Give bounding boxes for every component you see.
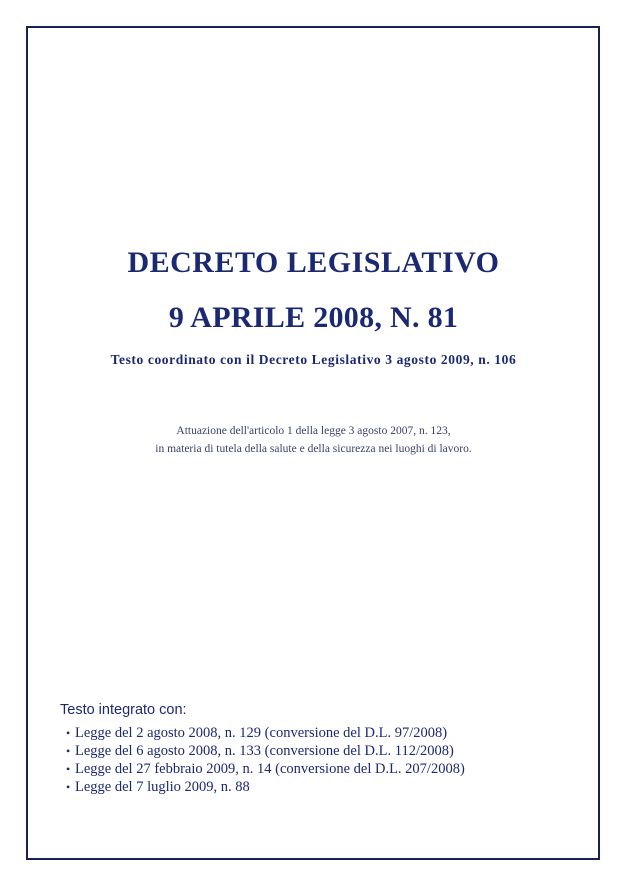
description-line-2: in materia di tutela della salute e della sicurezza nei luoghi di lavoro. [155,443,472,455]
integrated-section [60,700,465,796]
law-item-text: Legge del 6 agosto 2008, n. 133 (conversione del D.L. 112/2008) [75,743,454,759]
list-item [66,742,465,760]
bullet-icon: • [66,762,71,776]
document-date-number: 9 APRILE 2008, N. 81 [168,301,459,334]
bullet-icon: • [66,726,71,740]
document-title: DECRETO LEGISLATIVO [127,246,500,279]
law-item-text: Legge del 2 agosto 2008, n. 129 (conversione del D.L. 97/2008) [75,725,448,741]
law-list [60,724,465,796]
list-item [66,778,465,796]
list-item [66,724,465,742]
bullet-icon: • [66,744,71,758]
law-item-text: Legge del 27 febbraio 2009, n. 14 (conversione del D.L. 207/2008) [75,761,465,777]
bullet-icon: • [66,780,71,794]
integrated-heading: Testo integrato con: [60,702,187,718]
law-item-text: Legge del 7 luglio 2009, n. 88 [75,779,250,795]
list-item [66,760,465,778]
document-subtitle: Testo coordinato con il Decreto Legislativo 3 agosto 2009, n. 106 [110,352,517,367]
description-line-1: Attuazione dell'articolo 1 della legge 3 agosto 2007, n. 123, [176,425,451,437]
